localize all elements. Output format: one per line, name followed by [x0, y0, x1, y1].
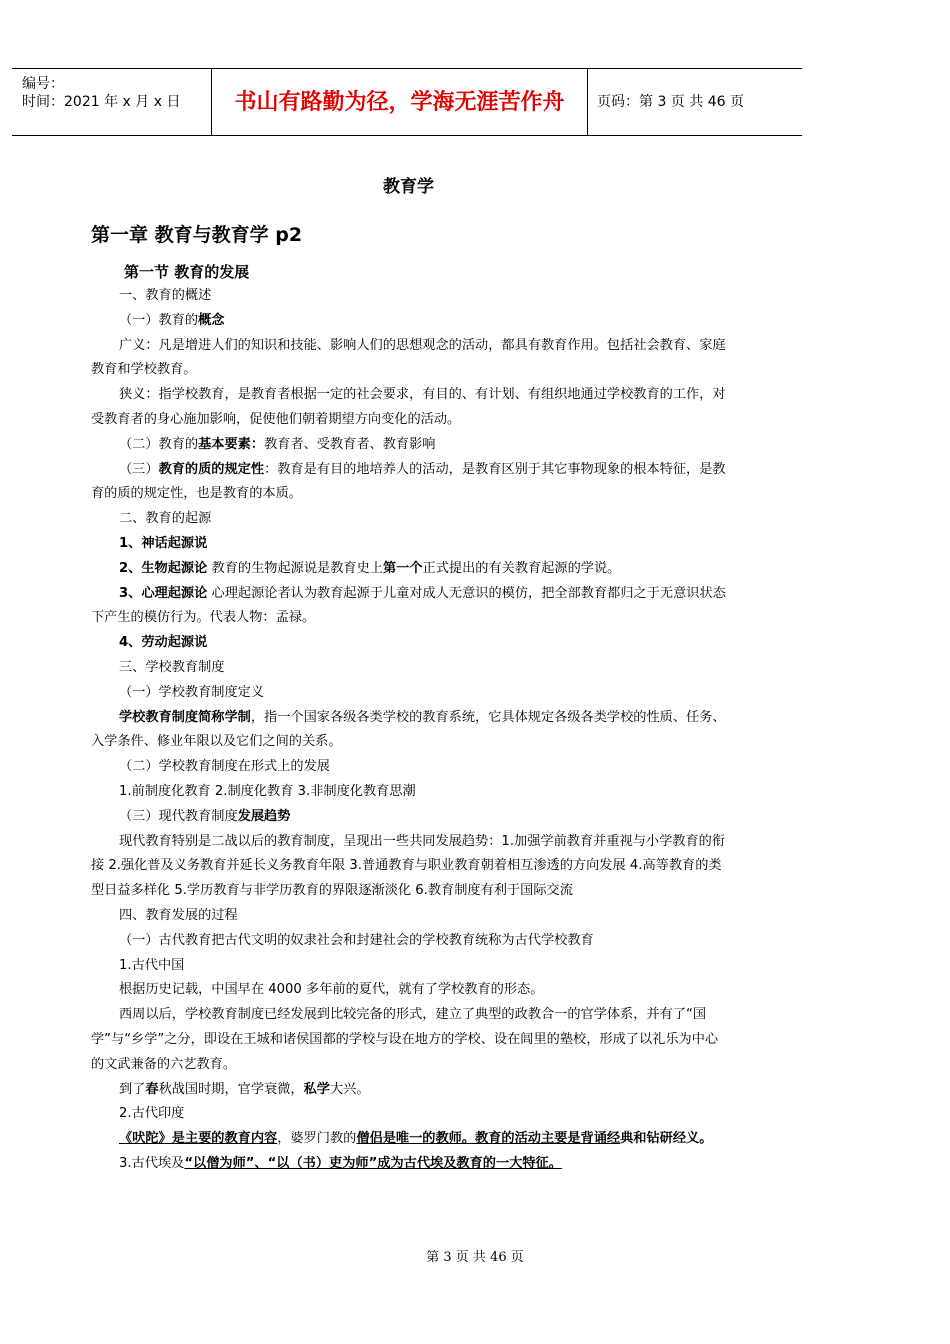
paragraph: [91, 631, 731, 656]
chapter-heading: 第一章 教育与教育学 p2: [91, 224, 303, 246]
bold-text: 第一个: [382, 560, 423, 576]
text: 到了: [119, 1081, 146, 1097]
bold-text: 3、心理起源论: [119, 585, 208, 601]
bold-text: 春: [145, 1081, 159, 1097]
paragraph: 一、教育的概述: [119, 288, 212, 303]
bold-text: 2、生物起源论: [119, 560, 208, 576]
paragraph: [91, 1127, 731, 1152]
paragraph: 现代教育特别是二战以后的教育制度，呈现出一些共同发展趋势：1.加强学前教育并重视与小学教育的衔接 2.强化普及义务教育并延长义务教育年限 3.普通教育与职业教育朝着相互渗透的方向发展 4.高等教育的类型日益多样化 5.学历教育与非学历教育的界限逐渐淡化 6.教育制度有利于国际交流: [91, 833, 726, 899]
paragraph: [91, 458, 731, 508]
paragraph: 根据历史记载，中国早在 4000 多年前的夏代，就有了学校教育的形态。: [119, 982, 544, 998]
text: 教育的生物起源说是教育史上: [207, 560, 383, 576]
underlined-bold-text: 僧侣是唯一的教师。教育的活动主要是背诵经: [356, 1131, 621, 1147]
underlined-bold-text: 《吠陀》是主要的教育内容: [119, 1131, 278, 1147]
text: 教育者、受教育者、教育影响: [264, 436, 436, 452]
text: ：教育是有目的地培养人的活动，是教育区别于其它事物现象的根本特征，是教育的质的规定性，也是教育的本质。: [91, 461, 726, 502]
paragraph: [91, 433, 731, 458]
paragraph: 三、学校教育制度: [119, 659, 225, 675]
paragraph: [91, 706, 731, 756]
time-label: 时间：2021 年 x 月 x 日: [22, 94, 181, 110]
bold-text: 典和钻研经义。: [620, 1131, 713, 1147]
header-meta-cell: [12, 69, 212, 135]
paragraph: [91, 1152, 731, 1177]
paragraph: （一）学校教育制度定义: [119, 684, 265, 700]
paragraph: [91, 532, 731, 557]
text: （三）现代教育制度: [119, 808, 238, 824]
paragraph: 西周以后，学校教育制度已经发展到比较完备的形式，建立了典型的政教合一的官学体系，并有了“国学”与“乡学”之分，即设在王城和诸侯国都的学校与设在地方的学校、设在闾里的塾校，形成了以礼乐为中心的文武兼备的六艺教育。: [91, 1007, 719, 1072]
underlined-bold-text: “以僧为师”、“以（书）吏为师”成为古代埃及教育的一大特征。: [184, 1155, 562, 1171]
paragraph: [91, 557, 731, 582]
header-page-info: 页码：第 3 页 共 46 页: [597, 94, 744, 110]
text: 正式提出的有关教育起源的学说。: [422, 560, 621, 576]
section-heading: 第一节 教育的发展: [124, 263, 250, 281]
paragraph: [91, 582, 731, 632]
text: ，婆罗门教的: [277, 1131, 357, 1147]
paragraph: 狭义：指学校教育，是教育者根据一定的社会要求，有目的、有计划、有组织地通过学校教育的工作，对受教育者的身心施加影响，促使他们朝着期望方向变化的活动。: [91, 387, 726, 427]
text: （一）教育的: [119, 312, 199, 328]
document-body: [91, 284, 731, 1177]
paragraph: [91, 1078, 731, 1103]
paragraph: （一）古代教育把古代文明的奴隶社会和封建社会的学校教育统称为古代学校教育: [119, 932, 594, 948]
bold-text: 私学: [303, 1081, 330, 1097]
bold-text: 基本要素：: [198, 436, 265, 452]
bold-text: 1、神话起源说: [119, 535, 208, 551]
bold-text: 学校教育制度简称学制: [119, 709, 251, 725]
header-motto: 书山有路勤为径，学海无涯苦作舟: [212, 69, 588, 135]
paragraph: [91, 805, 731, 830]
page-footer: 第 3 页 共 46 页: [426, 1250, 524, 1265]
text: ，指一个国家各级各类学校的教育系统，它具体规定各级各类学校的性质、任务、入学条件、修业年限以及它们之间的关系。: [91, 709, 726, 750]
paragraph: 1.前制度化教育 2.制度化教育 3.非制度化教育思潮: [119, 783, 416, 799]
paragraph: 二、教育的起源: [119, 511, 212, 527]
bold-text: 概念: [198, 312, 225, 328]
text: （三）: [119, 461, 159, 477]
paragraph: [91, 309, 731, 334]
text: （二）教育的: [119, 436, 199, 452]
text: 3.古代埃及: [119, 1155, 185, 1171]
bold-text: 4、劳动起源说: [119, 635, 208, 651]
paragraph: 广义：凡是增进人们的知识和技能、影响人们的思想观念的活动，都具有教育作用。包括社会教育、家庭教育和学校教育。: [91, 337, 726, 378]
text: 心理起源论者认为教育起源于儿童对成人无意识的模仿，把全部教育都归之于无意识状态下产生的模仿行为。代表人物：孟禄。: [91, 585, 726, 626]
bold-text: 教育的质的规定性: [158, 461, 265, 477]
paragraph: 2.古代印度: [119, 1106, 185, 1122]
bold-text: 发展趋势: [237, 808, 291, 824]
text: 秋战国时期，官学衰微，: [158, 1081, 304, 1097]
serial-label: 编号：: [22, 76, 64, 92]
document-title: 教育学: [383, 177, 434, 197]
paragraph: 四、教育发展的过程: [119, 907, 238, 923]
paragraph: 1.古代中国: [119, 957, 185, 973]
paragraph: （二）学校教育制度在形式上的发展: [119, 759, 330, 775]
page-header: [12, 68, 802, 136]
text: 大兴。: [330, 1081, 370, 1097]
